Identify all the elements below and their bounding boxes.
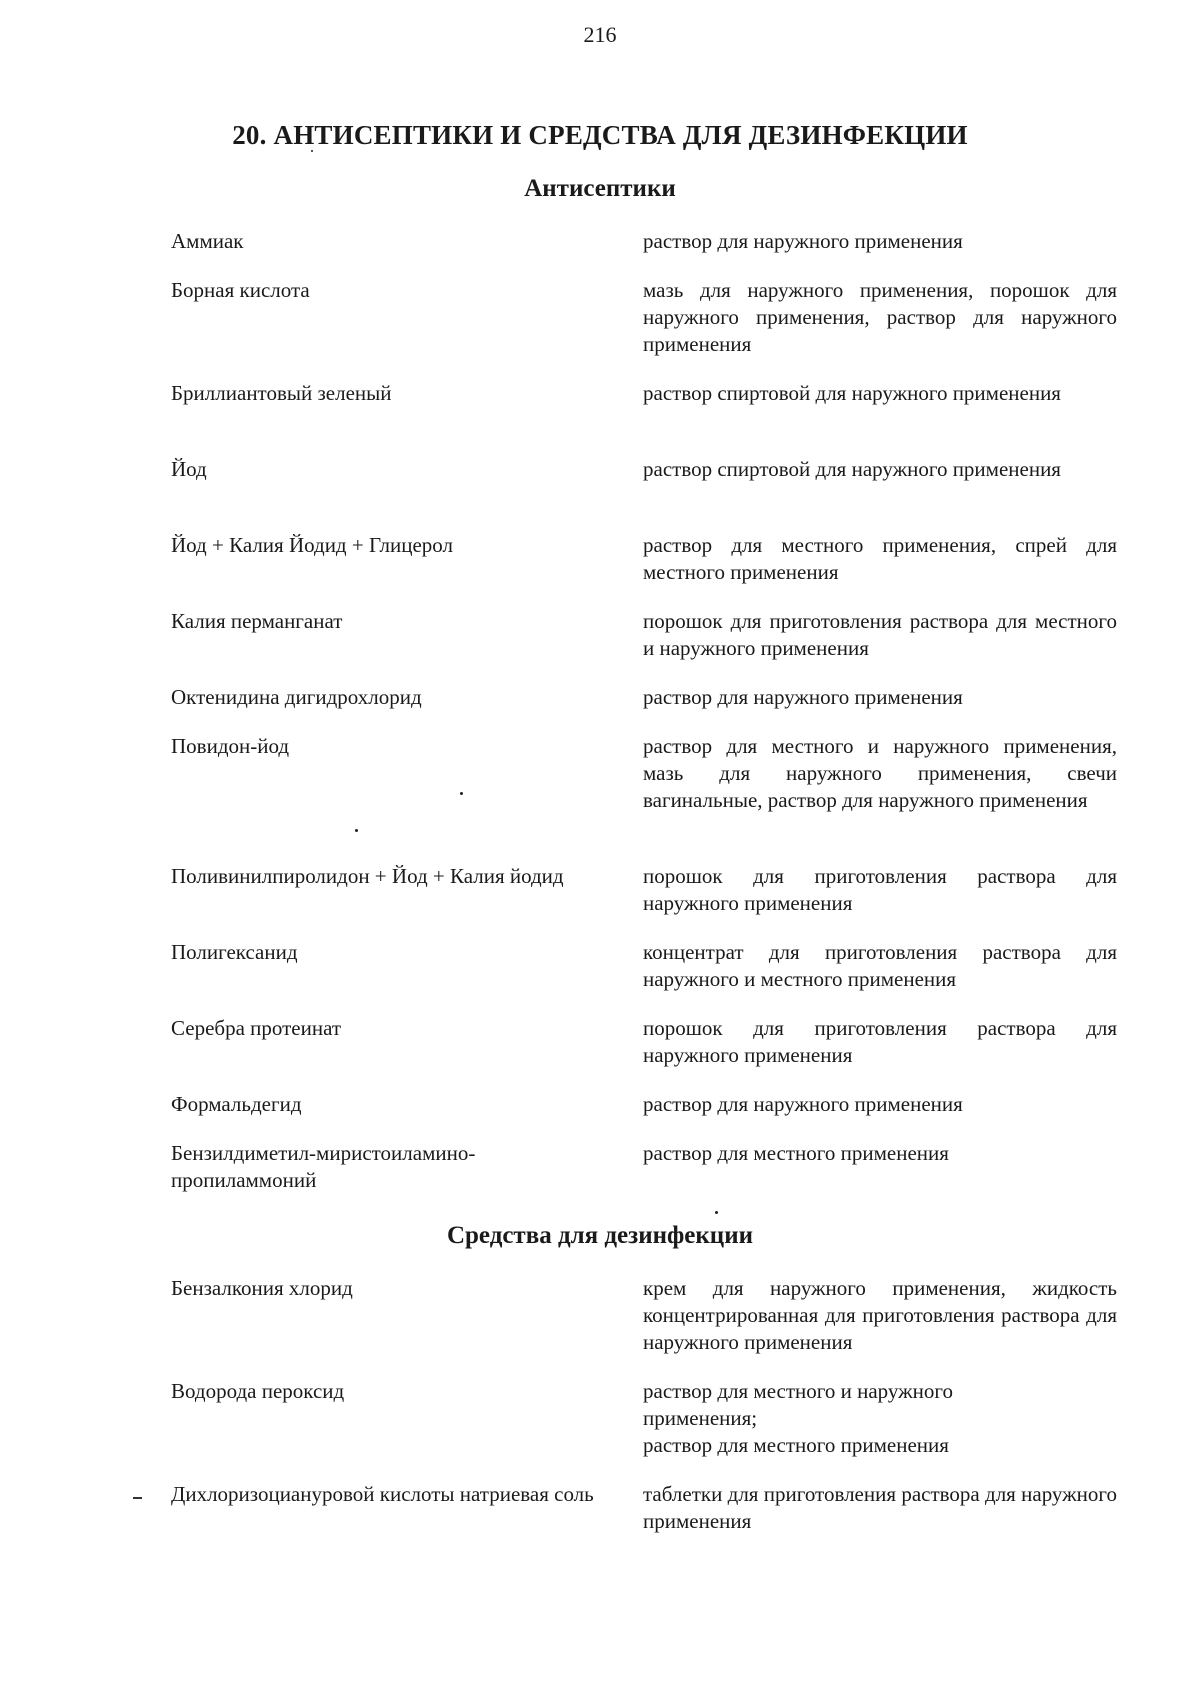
drug-name: Бензилдиметил-миристоиламино-пропиламмоний bbox=[171, 1141, 476, 1192]
drug-name: Полигексанид bbox=[171, 940, 298, 964]
dosage-form-line: раствор для местного применения bbox=[643, 1433, 949, 1457]
dosage-form: таблетки для приготовления раствора для наружного применения bbox=[643, 1482, 1117, 1533]
dosage-form: раствор для наружного применения bbox=[643, 1092, 963, 1116]
drug-name: Бензалкония хлорид bbox=[171, 1276, 353, 1300]
dosage-form-line: раствор для местного и наружного применения; bbox=[643, 1379, 953, 1430]
dosage-form: раствор для наружного применения bbox=[643, 229, 963, 253]
dosage-form: раствор для наружного применения bbox=[643, 685, 963, 709]
drug-name: Калия перманганат bbox=[171, 609, 343, 633]
scan-speck bbox=[715, 1211, 718, 1214]
scan-speck bbox=[311, 150, 313, 152]
dosage-form: раствор спиртовой для наружного применения bbox=[643, 381, 1061, 405]
drug-name: Йод bbox=[171, 457, 207, 481]
dosage-form: порошок для приготовления раствора для наружного применения bbox=[643, 864, 1117, 915]
dosage-form: раствор для местного применения bbox=[643, 1141, 949, 1165]
section-heading-disinfectants: Средства для дезинфекции bbox=[446, 1222, 754, 1249]
drug-name: Водорода пероксид bbox=[171, 1379, 345, 1403]
drug-name: Поливинилпиролидон + Йод + Калия йодид bbox=[171, 864, 564, 888]
scan-speck bbox=[355, 829, 358, 832]
drug-name: Октенидина дигидрохлорид bbox=[171, 685, 422, 709]
dosage-form: раствор для местного применения, спрей для местного применения bbox=[643, 533, 1117, 584]
drug-name: Повидон-йод bbox=[171, 734, 290, 758]
dosage-form bbox=[643, 1378, 1117, 1459]
drug-name: Йод + Калия Йодид + Глицерол bbox=[171, 533, 454, 557]
drug-name: Формальдегид bbox=[171, 1092, 302, 1116]
dosage-form: концентрат для приготовления раствора для наружного и местного применения bbox=[643, 940, 1117, 991]
dosage-form: крем для наружного применения, жидкость концентрированная для приготовления раствора для наружного применения bbox=[643, 1276, 1117, 1354]
dosage-form: раствор спиртовой для наружного применения bbox=[643, 457, 1061, 481]
drug-name: Дихлоризоциануровой кислоты натриевая соль bbox=[171, 1482, 594, 1506]
drug-name: Борная кислота bbox=[171, 278, 310, 302]
document-title: 20. АНТИСЕПТИКИ И СРЕДСТВА ДЛЯ ДЕЗИНФЕКЦИИ bbox=[232, 120, 968, 150]
dosage-form: мазь для наружного применения, порошок для наружного применения, раствор для наружного применения bbox=[643, 278, 1117, 356]
drug-name: Бриллиантовый зеленый bbox=[171, 381, 392, 405]
dosage-form: порошок для приготовления раствора для наружного применения bbox=[643, 1016, 1117, 1067]
section-heading-antiseptics: Антисептики bbox=[524, 175, 676, 202]
drug-name: Серебра протеинат bbox=[171, 1016, 342, 1040]
dosage-form: порошок для приготовления раствора для местного и наружного применения bbox=[643, 609, 1117, 660]
scan-speck bbox=[133, 1497, 142, 1499]
dosage-form: раствор для местного и наружного применения, мазь для наружного применения, свечи вагинальные, раствор для наружного применения bbox=[643, 734, 1117, 812]
drug-name: Аммиак bbox=[171, 229, 244, 253]
page-number: 216 bbox=[583, 22, 617, 47]
scan-speck bbox=[460, 792, 463, 795]
